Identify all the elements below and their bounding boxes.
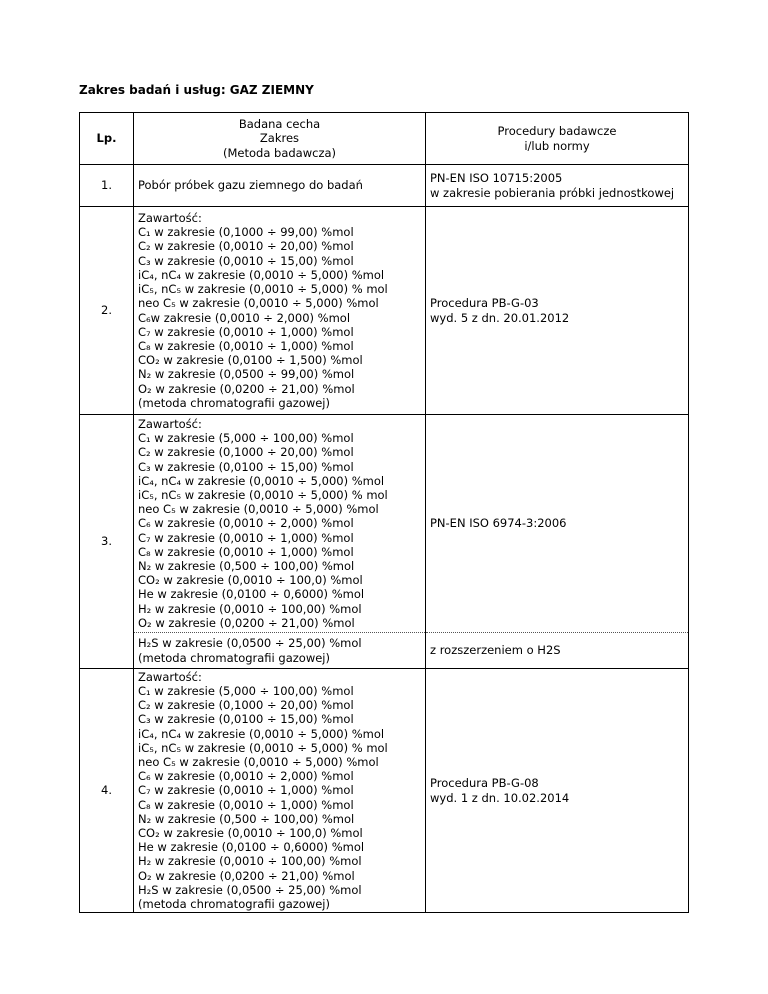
cecha-line: C₁ w zakresie (5,000 ÷ 100,00) %mol (138, 431, 354, 446)
row-cecha (134, 669, 426, 913)
procedury-line: wyd. 1 z dn. 10.02.2014 (430, 790, 570, 805)
cecha-line: C₇ w zakresie (0,0010 ÷ 1,000) %mol (138, 783, 354, 798)
cecha-line: C₃ w zakresie (0,0100 ÷ 15,00) %mol (138, 459, 354, 474)
cecha-line: N₂ w zakresie (0,0500 ÷ 99,00) %mol (138, 367, 355, 382)
cecha-line: Pobór próbek gazu ziemnego do badań (138, 178, 363, 193)
row-lp: 2. (80, 207, 134, 415)
cecha-line: He w zakresie (0,0100 ÷ 0,6000) %mol (138, 840, 365, 855)
procedury-line: PN-EN ISO 6974-3:2006 (430, 516, 567, 531)
cecha-line: O₂ w zakresie (0,0200 ÷ 21,00) %mol (138, 868, 355, 883)
cecha-line: C₃ w zakresie (0,0010 ÷ 15,00) %mol (138, 253, 354, 268)
procedury-line: Procedura PB-G-03 (430, 296, 539, 311)
cecha-line: neo C₅ w zakresie (0,0010 ÷ 5,000) %mol (138, 754, 379, 769)
header-procedury (426, 113, 689, 165)
row-cecha (134, 415, 426, 633)
table-row (80, 669, 689, 913)
cecha-line: iC₅, nC₅ w zakresie (0,0010 ÷ 5,000) % mol (138, 282, 388, 297)
header-procedury-line: Procedury badawcze (497, 124, 617, 139)
cecha-line: C₂ w zakresie (0,1000 ÷ 20,00) %mol (138, 445, 354, 460)
header-cecha (134, 113, 426, 165)
page-title: Zakres badań i usług: GAZ ZIEMNY (79, 83, 314, 97)
cecha-line: C₃ w zakresie (0,0100 ÷ 15,00) %mol (138, 712, 354, 727)
cecha-line: C₂ w zakresie (0,1000 ÷ 20,00) %mol (138, 698, 354, 713)
cecha-line: iC₄, nC₄ w zakresie (0,0010 ÷ 5,000) %mol (138, 726, 385, 741)
row-procedury (426, 633, 689, 669)
cecha-line: Zawartość: (138, 416, 202, 431)
cecha-line: CO₂ w zakresie (0,0010 ÷ 100,0) %mol (138, 573, 363, 588)
cecha-line: CO₂ w zakresie (0,0100 ÷ 1,500) %mol (138, 353, 363, 368)
cecha-line: He w zakresie (0,0100 ÷ 0,6000) %mol (138, 587, 365, 602)
cecha-line: H₂S w zakresie (0,0500 ÷ 25,00) %mol (138, 636, 362, 651)
row-procedury (426, 669, 689, 913)
cecha-line: C₁ w zakresie (5,000 ÷ 100,00) %mol (138, 683, 354, 698)
cecha-line: C₈ w zakresie (0,0010 ÷ 1,000) %mol (138, 797, 354, 812)
row-lp: 3. (80, 415, 134, 669)
row-procedury (426, 165, 689, 207)
header-cecha-line: (Metoda badawcza) (222, 145, 337, 160)
table-header-row (80, 113, 689, 165)
procedury-line: Procedura PB-G-08 (430, 776, 539, 791)
row-lp: 4. (80, 669, 134, 913)
scope-table (79, 112, 689, 913)
cecha-line: C₇ w zakresie (0,0010 ÷ 1,000) %mol (138, 324, 354, 339)
cecha-line: H₂S w zakresie (0,0500 ÷ 25,00) %mol (138, 882, 362, 897)
cecha-line: C₈ w zakresie (0,0010 ÷ 1,000) %mol (138, 544, 354, 559)
cecha-line: C₈ w zakresie (0,0010 ÷ 1,000) %mol (138, 338, 354, 353)
procedury-line: w zakresie pobierania próbki jednostkowej (430, 185, 675, 200)
cecha-line: C₆ w zakresie (0,0010 ÷ 2,000) %mol (138, 769, 354, 784)
row-procedury (426, 415, 689, 633)
cecha-line: neo C₅ w zakresie (0,0010 ÷ 5,000) %mol (138, 296, 379, 311)
procedury-line: PN-EN ISO 10715:2005 (430, 171, 563, 186)
row-cecha (134, 165, 426, 207)
cecha-line: iC₄, nC₄ w zakresie (0,0010 ÷ 5,000) %mol (138, 267, 385, 282)
row-cecha (134, 207, 426, 415)
cecha-line: neo C₅ w zakresie (0,0010 ÷ 5,000) %mol (138, 502, 379, 517)
cecha-line: C₆w zakresie (0,0010 ÷ 2,000) %mol (138, 310, 351, 325)
header-lp: Lp. (80, 113, 134, 165)
row-cecha (134, 633, 426, 669)
table-row-extension (80, 633, 689, 669)
row-lp: 1. (80, 165, 134, 207)
cecha-line: C₇ w zakresie (0,0010 ÷ 1,000) %mol (138, 530, 354, 545)
cecha-line: C₆ w zakresie (0,0010 ÷ 2,000) %mol (138, 516, 354, 531)
cecha-line: Zawartość: (138, 211, 202, 226)
cecha-line: H₂ w zakresie (0,0010 ÷ 100,00) %mol (138, 854, 362, 869)
cecha-line: H₂ w zakresie (0,0010 ÷ 100,00) %mol (138, 601, 362, 616)
header-cecha-line: Zakres (259, 131, 300, 146)
cecha-line: (metoda chromatografii gazowej) (138, 897, 330, 912)
cecha-line: O₂ w zakresie (0,0200 ÷ 21,00) %mol (138, 615, 355, 630)
procedury-line: wyd. 5 z dn. 20.01.2012 (430, 310, 570, 325)
cecha-line: N₂ w zakresie (0,500 ÷ 100,00) %mol (138, 811, 355, 826)
cecha-line: iC₄, nC₄ w zakresie (0,0010 ÷ 5,000) %mol (138, 473, 385, 488)
header-cecha-line: Badana cecha (238, 117, 321, 132)
cecha-line: (metoda chromatografii gazowej) (138, 395, 330, 410)
cecha-line: O₂ w zakresie (0,0200 ÷ 21,00) %mol (138, 381, 355, 396)
cecha-line: (metoda chromatografii gazowej) (138, 650, 330, 665)
cecha-line: N₂ w zakresie (0,500 ÷ 100,00) %mol (138, 559, 355, 573)
cecha-line: CO₂ w zakresie (0,0010 ÷ 100,0) %mol (138, 826, 363, 840)
procedury-line: z rozszerzeniem o H2S (430, 643, 561, 658)
cecha-line: iC₅, nC₅ w zakresie (0,0010 ÷ 5,000) % mol (138, 487, 388, 502)
row-procedury (426, 207, 689, 415)
table-row (80, 207, 689, 415)
cecha-line: C₂ w zakresie (0,0010 ÷ 20,00) %mol (138, 239, 354, 254)
cecha-line: C₁ w zakresie (0,1000 ÷ 99,00) %mol (138, 225, 354, 240)
cecha-line: Zawartość: (138, 669, 202, 684)
header-procedury-line: i/lub normy (524, 138, 590, 153)
table-row (80, 415, 689, 633)
table-row (80, 165, 689, 207)
cecha-line: iC₅, nC₅ w zakresie (0,0010 ÷ 5,000) % mol (138, 740, 388, 755)
